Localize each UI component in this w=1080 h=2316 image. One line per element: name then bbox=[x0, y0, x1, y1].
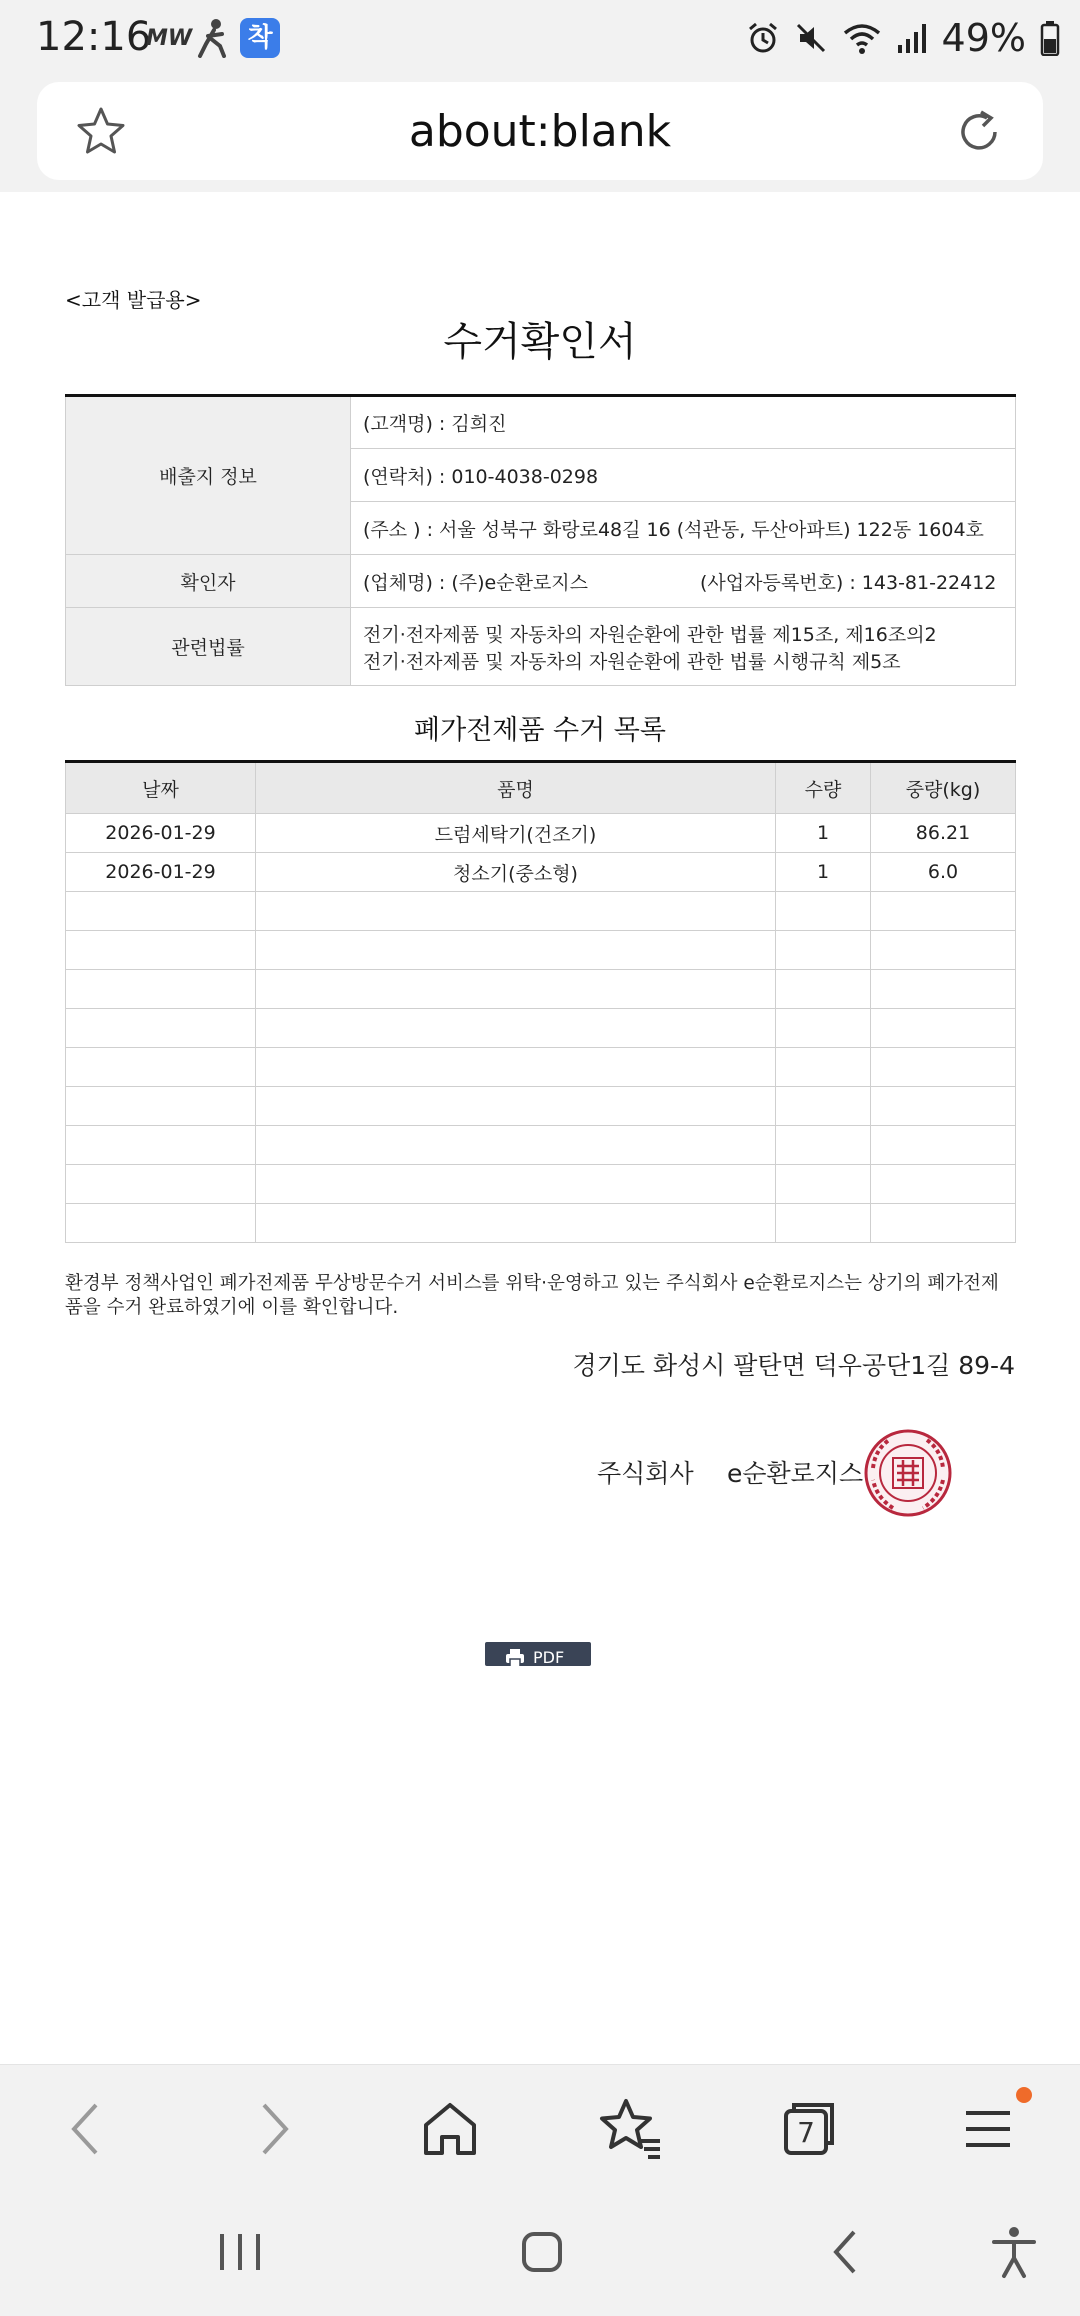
customer-contact: (연락처) : 010-4038-0298 bbox=[351, 449, 1016, 502]
company-field: (업체명) : (주)e순환로지스 bbox=[363, 571, 589, 594]
tabs-button[interactable] bbox=[772, 2093, 844, 2165]
wifi-icon bbox=[842, 21, 882, 55]
alarm-icon bbox=[746, 21, 780, 55]
list-title: 폐가전제품 수거 목록 bbox=[414, 715, 666, 746]
row-quantity bbox=[776, 931, 871, 970]
row-weight: 6.0 bbox=[871, 853, 1016, 892]
company-type: 주식회사 bbox=[597, 1459, 694, 1488]
row-item-name bbox=[256, 1126, 776, 1165]
row-date bbox=[66, 892, 256, 931]
row-weight bbox=[871, 1204, 1016, 1243]
table-row bbox=[66, 1087, 1016, 1126]
row-quantity bbox=[776, 1204, 871, 1243]
row-date bbox=[66, 970, 256, 1009]
row-date: 2026-01-29 bbox=[66, 853, 256, 892]
menu-button[interactable] bbox=[952, 2093, 1024, 2165]
mw-icon: MW bbox=[146, 26, 193, 51]
table-row bbox=[66, 1165, 1016, 1204]
table-row bbox=[66, 1126, 1016, 1165]
row-quantity: 1 bbox=[776, 814, 871, 853]
column-header-item: 품명 bbox=[256, 762, 776, 814]
row-item-name bbox=[256, 1165, 776, 1204]
business-number: (사업자등록번호) : 143-81-22412 bbox=[700, 571, 997, 594]
row-quantity bbox=[776, 1165, 871, 1204]
row-item-name: 드럼세탁기(건조기) bbox=[256, 814, 776, 853]
table-row bbox=[66, 1009, 1016, 1048]
row-item-name bbox=[256, 1009, 776, 1048]
row-date bbox=[66, 931, 256, 970]
law-header: 관련법률 bbox=[66, 608, 351, 686]
row-weight: 86.21 bbox=[871, 814, 1016, 853]
pdf-label: PDF bbox=[533, 1648, 565, 1666]
law-line-2: 전기·전자제품 및 자동차의 자원순환에 관한 법률 시행규칙 제5조 bbox=[363, 650, 901, 673]
row-item-name bbox=[256, 1087, 776, 1126]
status-bar bbox=[0, 0, 1080, 76]
recent-apps-icon[interactable] bbox=[210, 2222, 270, 2282]
tabs-count: 7 bbox=[797, 2116, 815, 2149]
home-icon[interactable] bbox=[414, 2093, 486, 2165]
pdf-button[interactable] bbox=[485, 1642, 591, 1666]
signal-icon bbox=[896, 21, 928, 55]
customer-address: (주소 ) : 서울 성북구 화랑로48길 16 (석관동, 두산아파트) 122동 1604호 bbox=[351, 502, 1016, 555]
items-body bbox=[66, 814, 1016, 1243]
table-row bbox=[66, 814, 1016, 853]
row-item-name bbox=[256, 931, 776, 970]
row-item-name bbox=[256, 892, 776, 931]
table-row bbox=[66, 1204, 1016, 1243]
mute-icon bbox=[794, 21, 828, 55]
battery-icon bbox=[1040, 20, 1060, 56]
row-date bbox=[66, 1087, 256, 1126]
discharge-info-header: 배출지 정보 bbox=[66, 396, 351, 555]
row-weight bbox=[871, 1087, 1016, 1126]
document-title: 수거확인서 bbox=[443, 319, 637, 365]
row-weight bbox=[871, 970, 1016, 1009]
notification-dot bbox=[1016, 2087, 1032, 2103]
home-button-icon[interactable] bbox=[512, 2222, 572, 2282]
row-date bbox=[66, 1009, 256, 1048]
row-date bbox=[66, 1126, 256, 1165]
info-table bbox=[65, 394, 1016, 686]
company-seal-icon bbox=[863, 1428, 953, 1518]
row-quantity bbox=[776, 892, 871, 931]
row-quantity bbox=[776, 1009, 871, 1048]
row-quantity bbox=[776, 1126, 871, 1165]
row-weight bbox=[871, 931, 1016, 970]
status-time: 12:16 bbox=[36, 14, 152, 60]
row-item-name: 청소기(중소형) bbox=[256, 853, 776, 892]
system-nav-bar bbox=[0, 2192, 1080, 2316]
column-header-quantity: 수량 bbox=[776, 762, 871, 814]
row-item-name bbox=[256, 1048, 776, 1087]
system-back-icon[interactable] bbox=[816, 2222, 876, 2282]
row-item-name bbox=[256, 1204, 776, 1243]
row-date: 2026-01-29 bbox=[66, 814, 256, 853]
document-label: <고객 발급용> bbox=[65, 288, 202, 312]
column-header-date: 날짜 bbox=[66, 762, 256, 814]
items-table bbox=[65, 760, 1016, 1243]
printer-icon bbox=[505, 1648, 525, 1666]
confirmer-info bbox=[351, 555, 1016, 608]
table-row bbox=[66, 853, 1016, 892]
accessibility-icon[interactable] bbox=[984, 2222, 1044, 2282]
customer-name: (고객명) : 김희진 bbox=[351, 396, 1016, 449]
table-row bbox=[66, 892, 1016, 931]
row-quantity bbox=[776, 970, 871, 1009]
table-row bbox=[66, 1048, 1016, 1087]
back-arrow-icon[interactable] bbox=[52, 2093, 124, 2165]
row-date bbox=[66, 1204, 256, 1243]
table-row bbox=[66, 931, 1016, 970]
row-date bbox=[66, 1165, 256, 1204]
row-item-name bbox=[256, 970, 776, 1009]
confirmer-header: 확인자 bbox=[66, 555, 351, 608]
row-quantity bbox=[776, 1087, 871, 1126]
reload-icon[interactable] bbox=[951, 104, 1007, 160]
company-name: e순환로지스 bbox=[727, 1459, 864, 1488]
row-weight bbox=[871, 1165, 1016, 1204]
status-icons bbox=[746, 14, 1060, 62]
app-badge-icon: 착 bbox=[240, 18, 280, 58]
row-weight bbox=[871, 892, 1016, 931]
confirmation-text: 환경부 정책사업인 폐가전제품 무상방문수거 서비스를 위탁·운영하고 있는 주식회사 e순환로지스는 상기의 폐가전제품을 수거 완료하였기에 이를 확인합니다. bbox=[65, 1273, 999, 1318]
row-weight bbox=[871, 1048, 1016, 1087]
law-text bbox=[351, 608, 1016, 686]
bookmarks-icon[interactable] bbox=[594, 2093, 666, 2165]
row-date bbox=[66, 1048, 256, 1087]
forward-arrow-icon[interactable] bbox=[236, 2093, 308, 2165]
menu-icon bbox=[952, 2093, 1024, 2165]
battery-percent: 49% bbox=[941, 16, 1026, 60]
url-text[interactable]: about:blank bbox=[408, 106, 672, 157]
column-header-weight: 중량(kg) bbox=[871, 762, 1016, 814]
table-row bbox=[66, 970, 1016, 1009]
runner-icon bbox=[196, 18, 228, 58]
browser-toolbar bbox=[0, 76, 1080, 192]
browser-bottom-nav bbox=[0, 2064, 1080, 2192]
address-bar[interactable] bbox=[37, 82, 1043, 180]
row-weight bbox=[871, 1009, 1016, 1048]
row-quantity: 1 bbox=[776, 853, 871, 892]
company-address: 경기도 화성시 팔탄면 덕우공단1길 89-4 bbox=[572, 1351, 1015, 1380]
row-weight bbox=[871, 1126, 1016, 1165]
law-line-1: 전기·전자제품 및 자동차의 자원순환에 관한 법률 제15조, 제16조의2 bbox=[363, 623, 937, 646]
row-quantity bbox=[776, 1048, 871, 1087]
